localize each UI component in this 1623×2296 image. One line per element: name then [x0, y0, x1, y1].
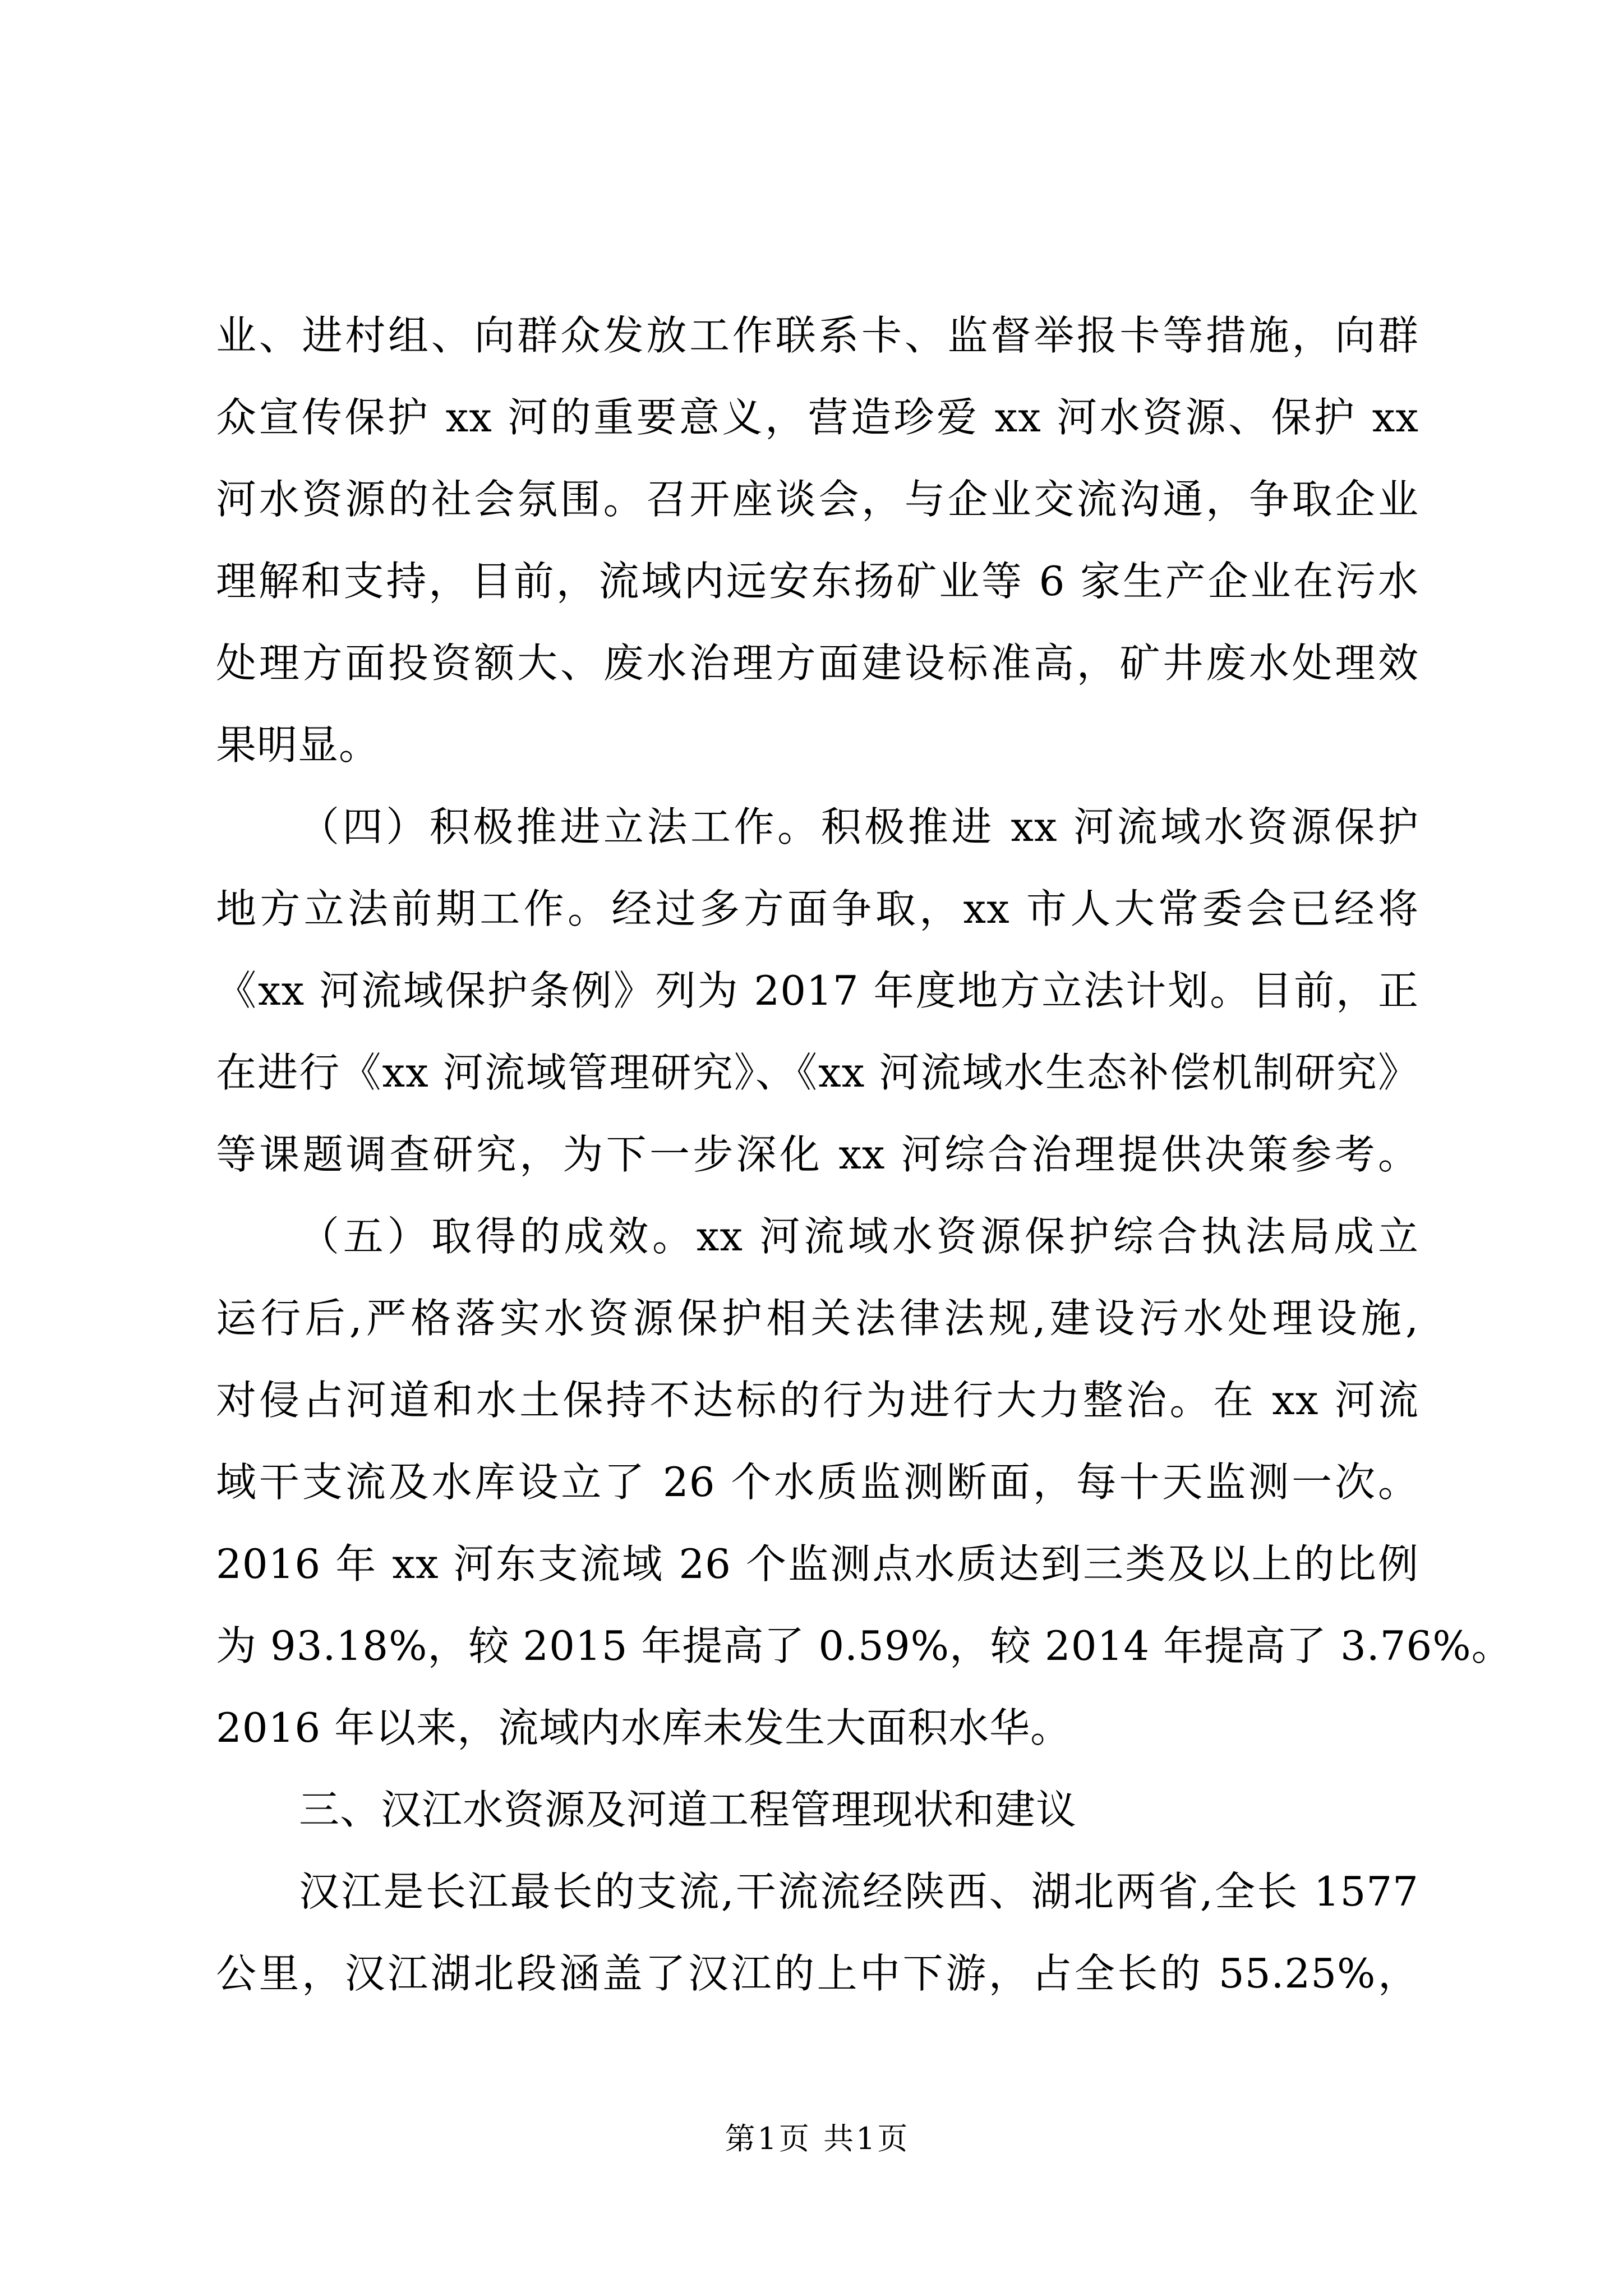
text-line: 2016 年 xx 河东支流域 26 个监测点水质达到三类及以上的比例	[216, 1540, 1419, 1588]
text-line: 公里，汉江湖北段涵盖了汉江的上中下游，占全长的 55.25%，	[216, 1950, 1419, 1997]
text-line: 2016 年以来，流域内水库未发生大面积水华。	[216, 1704, 1072, 1751]
document-body	[216, 295, 1513, 2014]
text-line: 汉江是长江最长的支流,干流流经陕西、湖北两省,全长 1577	[299, 1868, 1419, 1915]
text-line: 河水资源的社会氛围。召开座谈会，与企业交流沟通，争取企业	[216, 476, 1419, 523]
text-line: 对侵占河道和水土保持不达标的行为进行大力整治。在 xx 河流	[216, 1377, 1419, 1424]
text-line: 业、进村组、向群众发放工作联系卡、监督举报卡等措施，向群	[216, 312, 1419, 359]
text-line: 运行后,严格落实水资源保护相关法律法规,建设污水处理设施,	[216, 1295, 1419, 1342]
text-line: 在进行《xx 河流域管理研究》、《xx 河流域水生态补偿机制研究》	[216, 1049, 1419, 1096]
text-line: 《xx 河流域保护条例》列为 2017 年度地方立法计划。目前，正	[216, 967, 1419, 1014]
section-heading: 三、汉江水资源及河道工程管理现状和建议	[299, 1786, 1077, 1833]
text-line: 域干支流及水库设立了 26 个水质监测断面，每十天监测一次。	[216, 1458, 1419, 1506]
text-line: 为 93.18%，较 2015 年提高了 0.59%，较 2014 年提高了 3.76%。	[216, 1622, 1513, 1669]
text-line: 等课题调查研究，为下一步深化 xx 河综合治理提供决策参考。	[216, 1131, 1419, 1178]
page-footer: 第1页 共1页	[725, 2121, 910, 2156]
text-line: 众宣传保护 xx 河的重要意义，营造珍爱 xx 河水资源、保护 xx	[216, 394, 1419, 441]
text-line: （四）积极推进立法工作。积极推进 xx 河流域水资源保护	[299, 803, 1419, 850]
text-line: 果明显。	[216, 721, 380, 769]
text-line: 处理方面投资额大、废水治理方面建设标准高，矿井废水处理效	[216, 639, 1419, 687]
text-line: （五）取得的成效。xx 河流域水资源保护综合执法局成立	[299, 1213, 1419, 1260]
text-line: 地方立法前期工作。经过多方面争取，xx 市人大常委会已经将	[216, 885, 1419, 932]
text-line: 理解和支持，目前，流域内远安东扬矿业等 6 家生产企业在污水	[216, 558, 1419, 605]
